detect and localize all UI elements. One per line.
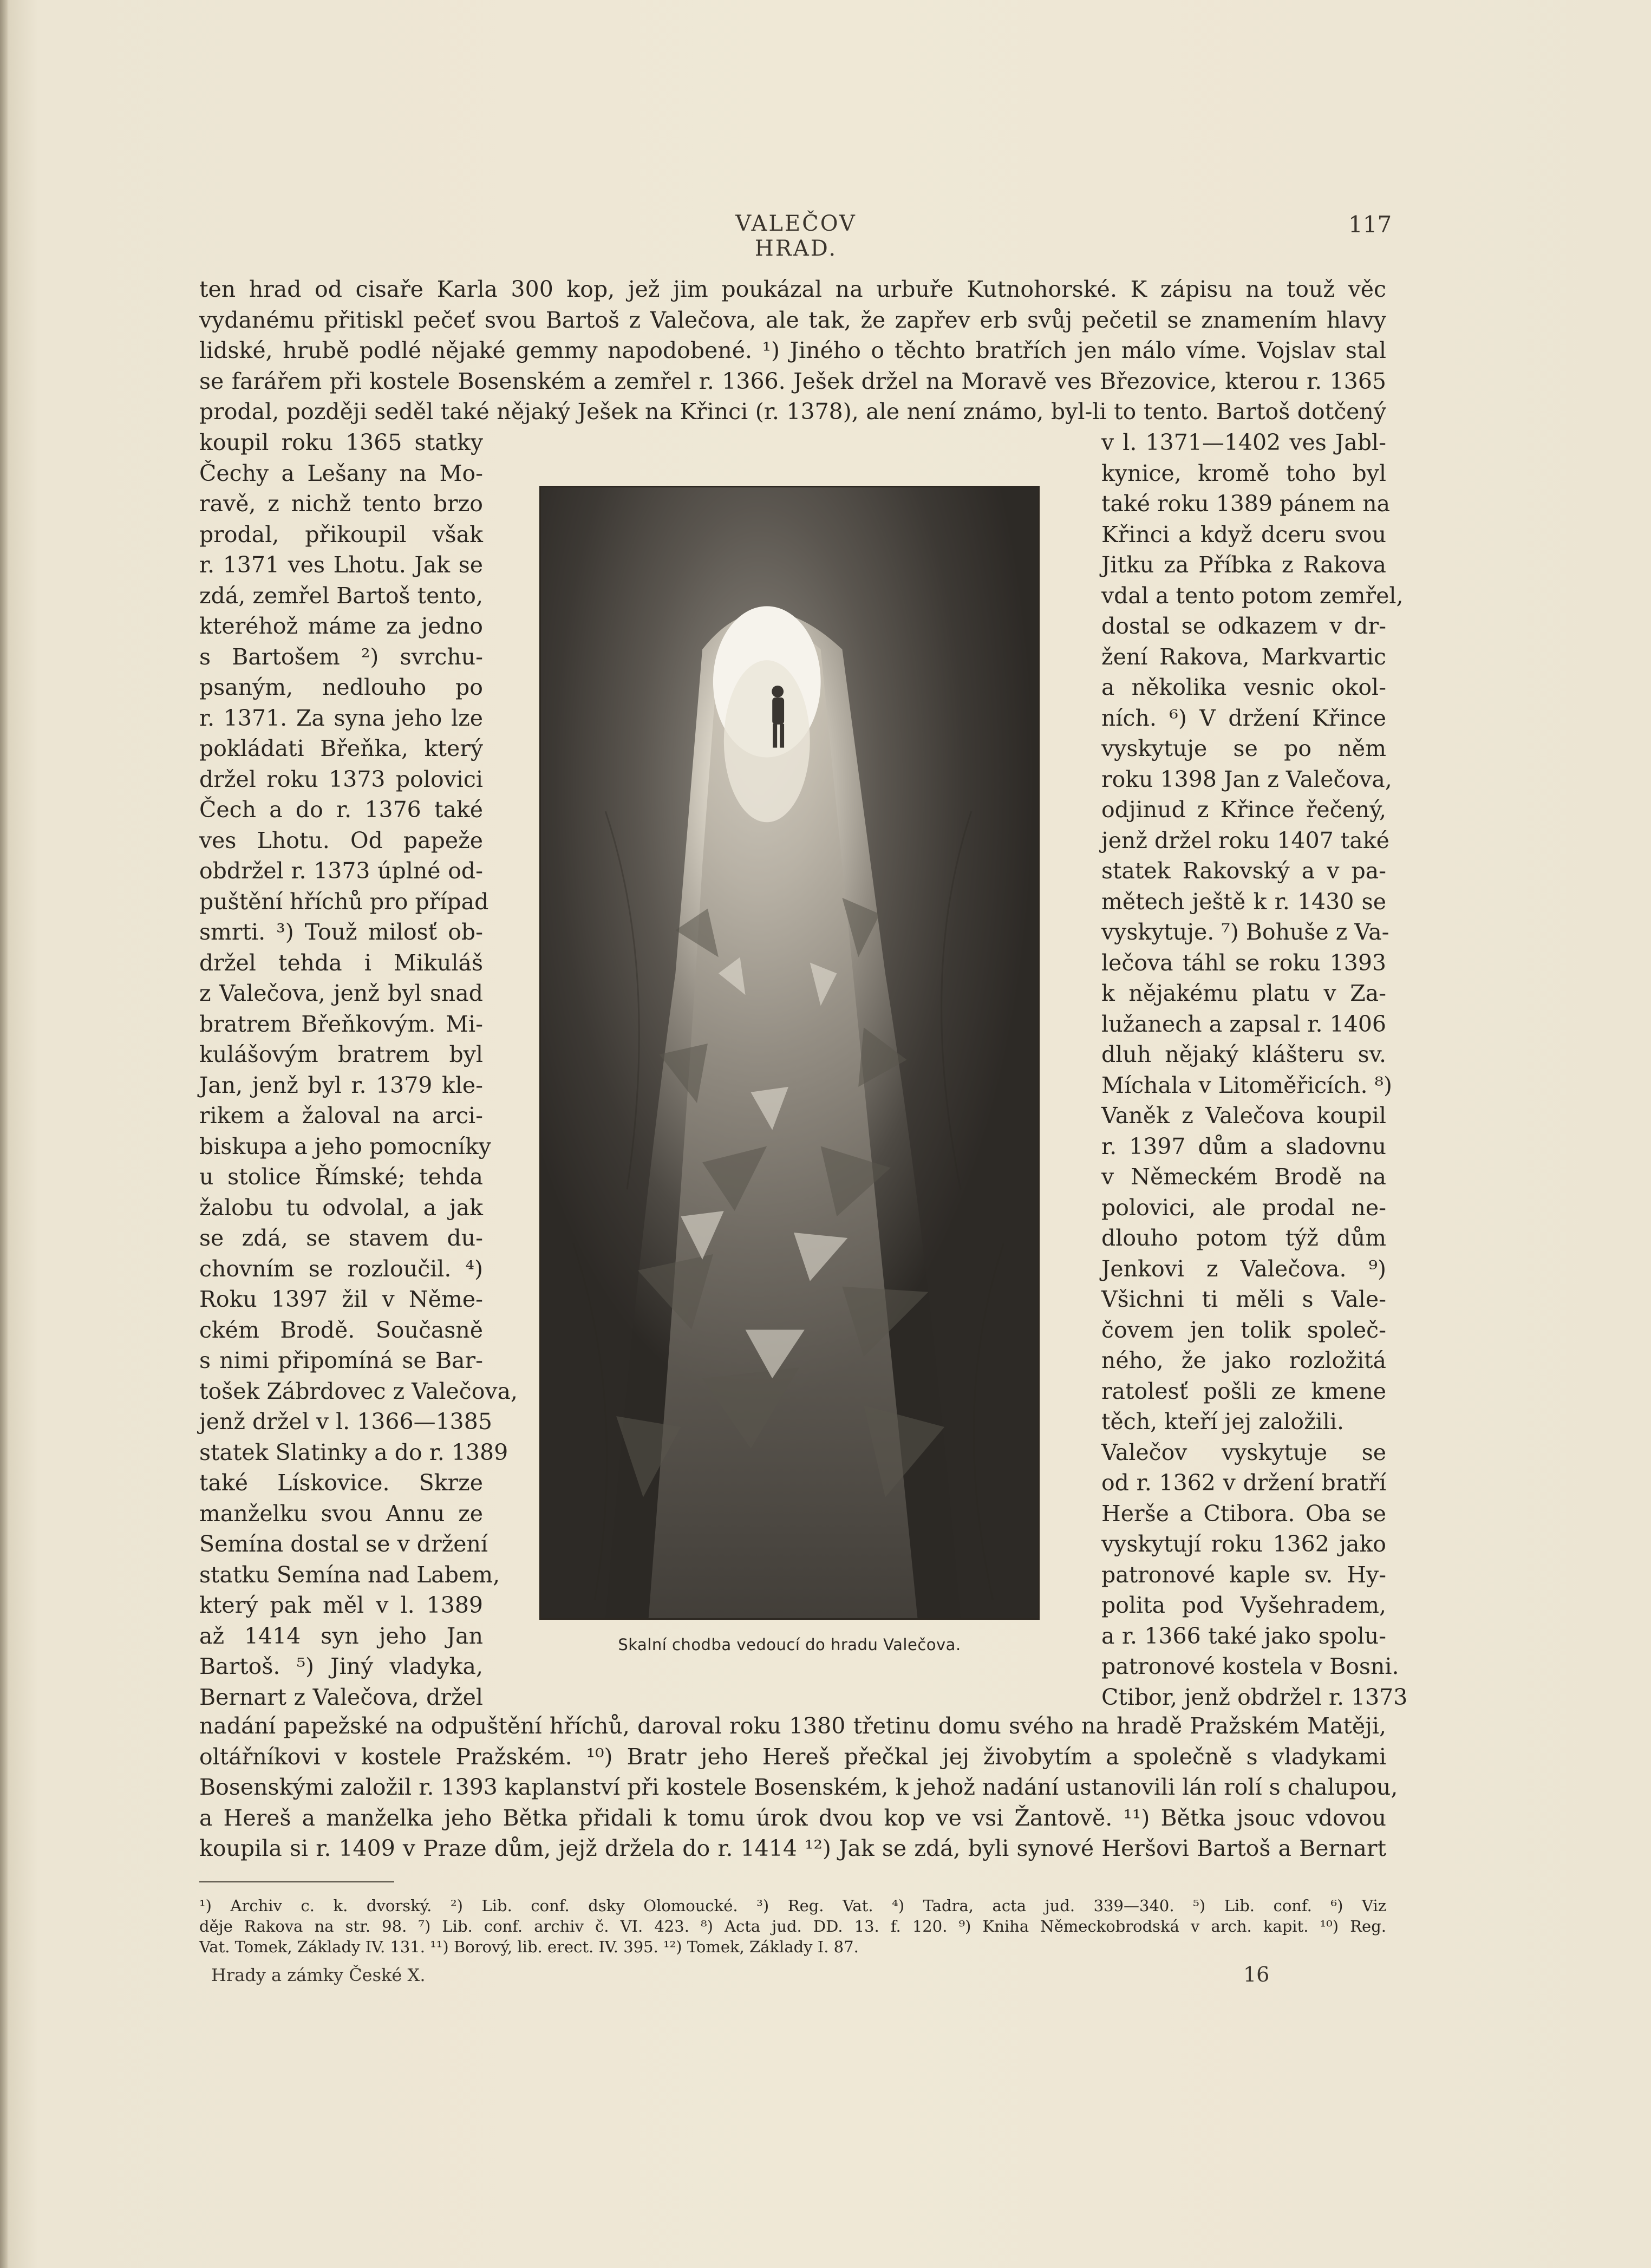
text-line: lidské, hrubě podlé nějaké gemmy napodobené. ¹) Jiného o těchto bratřích jen málo víme. Vojslav stal — [199, 337, 1386, 363]
text-line: dluh nějaký klášteru sv. — [1101, 1041, 1386, 1067]
closing-paragraph — [199, 1711, 1398, 1864]
text-line: r. 1371. Za syna jeho lze — [199, 705, 483, 731]
text-line: Křinci a když dceru svou — [1101, 521, 1386, 548]
text-line: držel roku 1373 polovici — [199, 766, 483, 792]
text-line: odjinud z Křince řečený, — [1101, 797, 1386, 823]
text-line: Jitku za Příbka z Rakova — [1101, 552, 1386, 578]
text-line: také Lískovice. Skrze — [199, 1470, 483, 1496]
text-line: ného, že jako rozložitá — [1101, 1347, 1386, 1373]
text-line: dlouho potom týž dům — [1101, 1225, 1386, 1251]
text-line: žalobu tu odvolal, a jak — [199, 1194, 483, 1221]
running-head: VALEČOV HRAD. — [735, 211, 857, 261]
text-line: držel tehda i Mikuláš — [199, 949, 483, 976]
text-line: lečova táhl se roku 1393 — [1101, 949, 1386, 976]
text-line: patronové kaple sv. Hy- — [1101, 1561, 1386, 1588]
text-line: r. 1371 ves Lhotu. Jak se — [199, 552, 483, 578]
page-gutter — [0, 0, 8, 2268]
text-line: chovním se rozloučil. ⁴) — [199, 1255, 483, 1282]
text-line: Míchala v Litoměřicích. ⁸) — [1101, 1072, 1392, 1098]
text-line: kynice, kromě toho byl — [1101, 460, 1386, 486]
text-line: roku 1398 Jan z Valečova, — [1101, 766, 1392, 792]
text-line: polovici, ale prodal ne- — [1101, 1194, 1386, 1221]
text-line: koupil roku 1365 statky — [199, 429, 483, 455]
text-line: lužanech a zapsal r. 1406 — [1101, 1011, 1386, 1037]
text-line: Všichni ti měli s Vale- — [1101, 1286, 1386, 1312]
text-line: manželku svou Annu ze — [199, 1500, 483, 1527]
text-line: r. 1397 dům a sladovnu — [1101, 1133, 1386, 1159]
footnote-rule — [199, 1881, 394, 1882]
text-line: vyskytují roku 1362 jako — [1101, 1531, 1386, 1557]
text-line: psaným, nedlouho po — [199, 674, 483, 700]
text-line: těch, kteří jej založili. — [1101, 1409, 1345, 1435]
text-line: Ctibor, jenž obdržel r. 1373 — [1101, 1684, 1408, 1710]
intro-paragraph — [199, 274, 1386, 427]
text-line: biskupa a jeho pomocníky — [199, 1133, 491, 1159]
page-number: 117 — [1348, 211, 1392, 238]
text-line: s nimi připomíná se Bar- — [199, 1347, 483, 1373]
text-line: prodal, přikoupil však — [199, 521, 483, 548]
left-column-text — [199, 427, 518, 1712]
text-line: Herše a Ctibora. Oba se — [1101, 1500, 1386, 1527]
text-line: vydanému přitiskl pečeť svou Bartoš z Valečova, ale tak, že zapřev erb svůj pečetil se znamením hlavy — [199, 307, 1386, 333]
text-line: ravě, z nichž tento brzo — [199, 491, 483, 517]
text-line: v Německém Brodě na — [1101, 1164, 1386, 1190]
text-line: smrti. ³) Touž milosť ob- — [199, 919, 483, 945]
text-line: který pak měl v l. 1389 — [199, 1592, 483, 1618]
text-line: čovem jen tolik společ- — [1101, 1317, 1386, 1343]
text-line: obdržel r. 1373 úplné od- — [199, 858, 483, 884]
text-line: Čechy a Lešany na Mo- — [199, 460, 483, 486]
text-line: ních. ⁶) V držení Křince — [1101, 705, 1386, 731]
text-line: se farářem při kostele Bosenském a zemřel r. 1366. Ješek držel na Moravě ves Březovice, kterou r. 1365 — [199, 368, 1386, 394]
text-line: nadání papežské na odpuštění hříchů, daroval roku 1380 třetinu domu svého na hradě Pražském Matěji, — [199, 1713, 1386, 1739]
text-line: patronové kostela v Bosni. — [1101, 1653, 1399, 1679]
text-line: statku Semína nad Labem, — [199, 1561, 500, 1588]
text-line: Valečov vyskytuje se — [1101, 1439, 1386, 1465]
text-line: u stolice Římské; tehda — [199, 1164, 483, 1190]
text-line: ckém Brodě. Současně — [199, 1317, 483, 1343]
text-line: a Hereš a manželka jeho Bětka přidali k tomu úrok dvou kop ve vsi Žantově. ¹¹) Bětka jsouc vdovou — [199, 1804, 1386, 1831]
text-line: až 1414 syn jeho Jan — [199, 1622, 483, 1649]
text-line: rikem a žaloval na arci- — [199, 1103, 483, 1129]
text-line: Jenkovi z Valečova. ⁹) — [1101, 1255, 1386, 1282]
text-line: Roku 1397 žil v Něme- — [199, 1286, 483, 1312]
text-line: polita pod Vyšehradem, — [1101, 1592, 1386, 1618]
text-line: kteréhož máme za jedno — [199, 613, 483, 639]
footnote-line: děje Rakova na str. 98. ⁷) Lib. conf. archiv č. VI. 423. ⁸) Acta jud. DD. 13. f. 120. ⁹) Kniha Německobrodská v arch. kapit. ¹⁰) Reg. — [199, 1917, 1386, 1935]
text-line: a několika vesnic okol- — [1101, 674, 1386, 700]
text-line: bratrem Břeňkovým. Mi- — [199, 1011, 483, 1037]
text-line: tošek Zábrdovec z Valečova, — [199, 1378, 518, 1404]
text-line: koupila si r. 1409 v Praze dům, jejž držela do r. 1414 ¹²) Jak se zdá, byli synové Heršovi Bartoš a Bernart — [199, 1835, 1386, 1861]
text-line: prodal, později seděl také nějaký Ješek na Křinci (r. 1378), ale není známo, byl-li to tento. Bartoš dotčený — [199, 399, 1386, 425]
signature-mark: 16 — [1243, 1963, 1270, 1986]
text-line: také roku 1389 pánem na — [1101, 491, 1391, 517]
text-line: oltářníkovi v kostele Pražském. ¹⁰) Bratr jeho Hereš přečkal jej živobytím a společně s vladykami — [199, 1743, 1386, 1770]
text-line: Bosenskými založil r. 1393 kaplanství při kostele Bosenském, k jehož nadání ustanovili lán rolí s chalupou, — [199, 1774, 1398, 1800]
text-line: žení Rakova, Markvartic — [1101, 643, 1386, 670]
text-line: statek Slatinky a do r. 1389 — [199, 1439, 508, 1465]
text-line: jenž držel roku 1407 také — [1101, 827, 1389, 853]
text-line: pokládati Břeňka, který — [199, 735, 483, 761]
illustration-rock-tunnel — [539, 486, 1040, 1620]
text-line: statek Rakovský a v pa- — [1101, 858, 1386, 884]
text-line: dostal se odkazem v dr- — [1101, 613, 1386, 639]
text-line: jenž držel v l. 1366—1385 — [199, 1409, 492, 1435]
text-line: ratolesť pošli ze kmene — [1101, 1378, 1386, 1404]
text-line: s Bartošem ²) svrchu- — [199, 643, 483, 670]
text-line: z Valečova, jenž byl snad — [199, 980, 483, 1006]
text-line: vyskytuje. ⁷) Bohuše z Va- — [1101, 919, 1389, 945]
right-column-text — [1101, 427, 1408, 1712]
figure-caption: Skalní chodba vedoucí do hradu Valečova. — [618, 1635, 961, 1654]
text-line: ves Lhotu. Od papeže — [199, 827, 483, 853]
text-line: Vaněk z Valečova koupil — [1101, 1103, 1386, 1129]
text-line: puštění hříchů pro případ — [199, 888, 489, 915]
text-line: kulášovým bratrem byl — [199, 1041, 483, 1067]
text-line: Bartoš. ⁵) Jiný vladyka, — [199, 1653, 483, 1679]
text-line: Semína dostal se v držení — [199, 1531, 488, 1557]
text-line: vyskytuje se po něm — [1101, 735, 1386, 761]
footnote-line: ¹) Archiv c. k. dvorský. ²) Lib. conf. dsky Olomoucké. ³) Reg. Vat. ⁴) Tadra, acta jud. 339—340. ⁵) Lib. conf. ⁶) Viz — [199, 1896, 1386, 1915]
text-line: vdal a tento potom zemřel, — [1101, 582, 1404, 609]
text-line: ten hrad od cisaře Karla 300 kop, jež jim poukázal na urbuře Kutnohorské. K zápisu na touž věc — [199, 276, 1386, 302]
footnote-line: Vat. Tomek, Základy IV. 131. ¹¹) Borový, lib. erect. IV. 395. ¹²) Tomek, Základy I. 87. — [199, 1938, 859, 1956]
text-line: se zdá, se stavem du- — [199, 1225, 483, 1251]
text-line: v l. 1371—1402 ves Jabl- — [1101, 429, 1386, 455]
book-title-footer: Hrady a zámky České X. — [211, 1965, 426, 1985]
footnotes — [199, 1895, 1386, 1957]
text-line: k nějakému platu v Za- — [1101, 980, 1386, 1006]
text-line: a r. 1366 také jako spolu- — [1101, 1622, 1386, 1649]
text-line: Jan, jenž byl r. 1379 kle- — [199, 1072, 483, 1098]
text-line: zdá, zemřel Bartoš tento, — [199, 582, 483, 609]
text-line: mětech ještě k r. 1430 se — [1101, 888, 1386, 915]
text-line: Čech a do r. 1376 také — [199, 797, 483, 823]
text-line: Bernart z Valečova, držel — [199, 1684, 483, 1710]
text-line: od r. 1362 v držení bratří — [1101, 1470, 1386, 1496]
